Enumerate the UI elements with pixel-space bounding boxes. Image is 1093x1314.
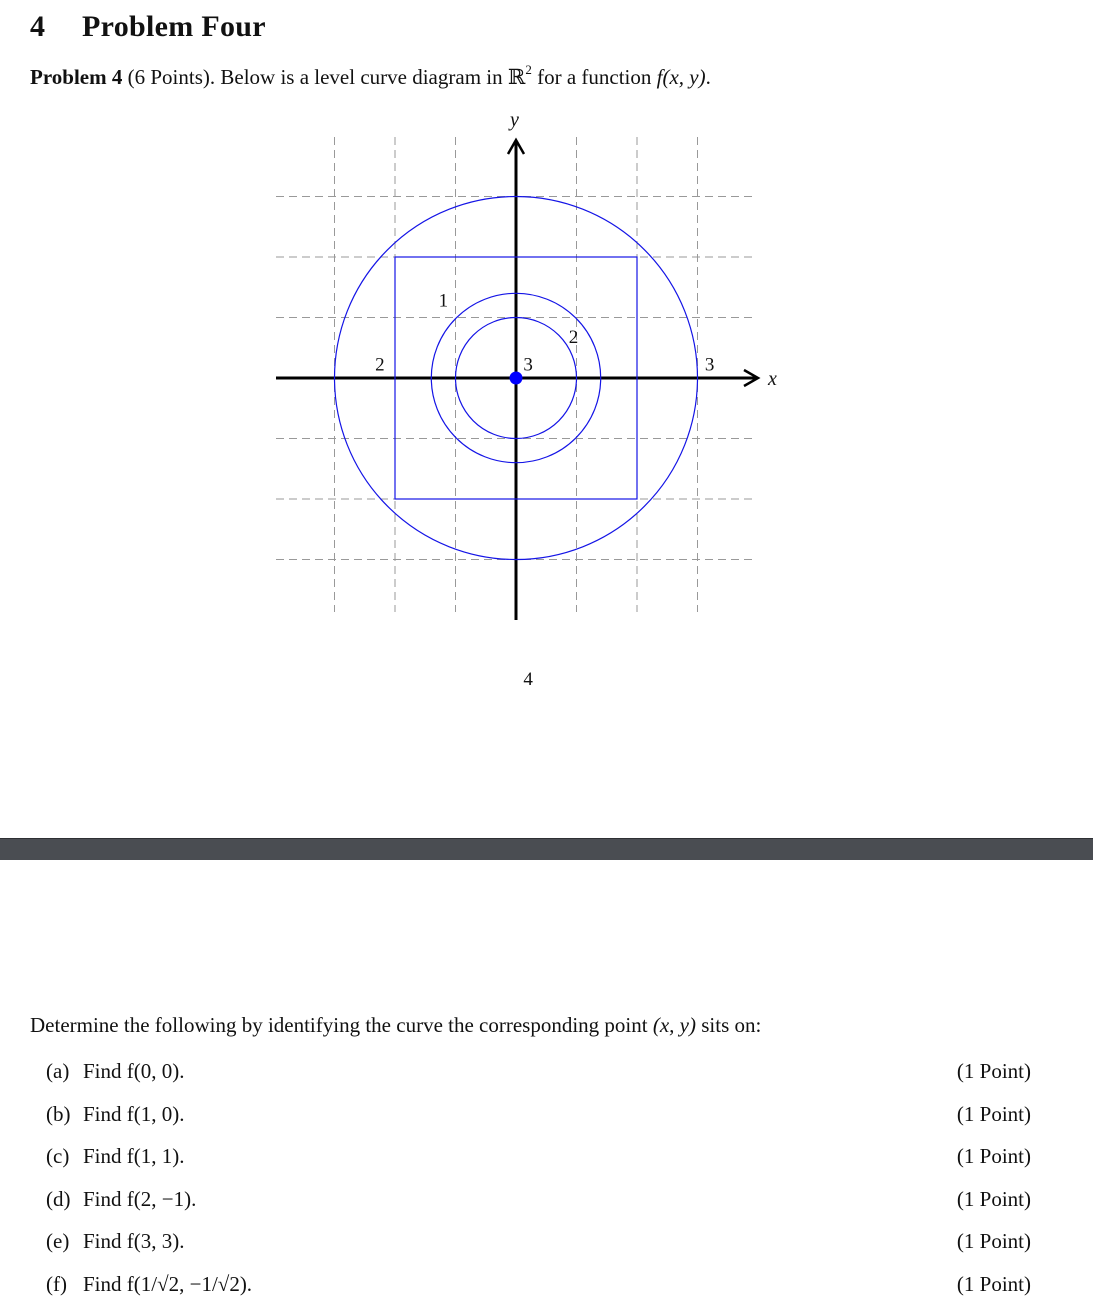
level-label: 1: [438, 290, 449, 312]
question-list: [46, 1052, 1031, 1308]
question-label: (a): [46, 1059, 70, 1083]
x-axis-label: x: [768, 368, 777, 390]
question-text: Find f(1, 0).: [83, 1101, 185, 1126]
question-text: Find f(2, −1).: [83, 1186, 197, 1211]
question-a: [46, 1052, 1031, 1095]
question-label: (f): [46, 1271, 67, 1296]
level-labels: [375, 291, 714, 690]
question-text: Find f(0, 0).: [83, 1059, 185, 1083]
intro-text-after: for a function: [531, 65, 657, 89]
question-points: (1 Point): [956, 1229, 1031, 1254]
section-title: Problem Four: [82, 10, 266, 43]
prompt-text-before: Determine the following by identifying the curve the corresponding point: [30, 1013, 653, 1037]
question-points: (1 Point): [956, 1059, 1031, 1083]
question-label: (d): [46, 1186, 71, 1211]
space-exponent: 2: [525, 62, 532, 77]
question-text: Find f(1/√2, −1/√2).: [83, 1271, 253, 1296]
question-b: [46, 1095, 1031, 1138]
question-label: (c): [46, 1144, 70, 1169]
problem-points: (6 Points).: [127, 65, 216, 89]
section-number: 4: [30, 10, 46, 43]
problem-statement: [30, 64, 711, 90]
question-points: (1 Point): [956, 1271, 1031, 1296]
level-curve-diagram: [0, 100, 1093, 700]
question-f: [46, 1265, 1031, 1308]
question-label: (e): [46, 1229, 70, 1254]
real-space: ℝ: [507, 65, 526, 89]
question-text: Find f(1, 1).: [83, 1144, 185, 1169]
question-text: Find f(3, 3).: [83, 1229, 185, 1254]
question-points: (1 Point): [956, 1101, 1031, 1126]
question-e: [46, 1222, 1031, 1265]
section-heading: [30, 10, 266, 44]
problem-label: Problem 4: [30, 65, 123, 89]
level-label: 3: [523, 354, 533, 376]
question-points: (1 Point): [956, 1186, 1031, 1211]
prompt-text-after: sits on:: [695, 1013, 762, 1037]
question-points: (1 Point): [956, 1144, 1031, 1169]
level-label: 4: [523, 668, 533, 690]
question-d: [46, 1180, 1031, 1223]
function-notation: f(x, y): [656, 65, 706, 89]
question-label: (b): [46, 1101, 71, 1126]
intro-end: .: [705, 65, 711, 89]
level-label: 2: [375, 354, 385, 376]
intro-text-before: Below is a level curve diagram in: [215, 65, 508, 89]
page-divider: [0, 838, 1093, 860]
y-axis-label: y: [510, 109, 519, 131]
question-c: [46, 1137, 1031, 1180]
level-label: 3: [704, 354, 715, 376]
instructions: [30, 1013, 761, 1038]
prompt-point: (x, y): [652, 1013, 696, 1037]
origin-point: [510, 372, 523, 385]
level-label: 2: [568, 327, 579, 349]
